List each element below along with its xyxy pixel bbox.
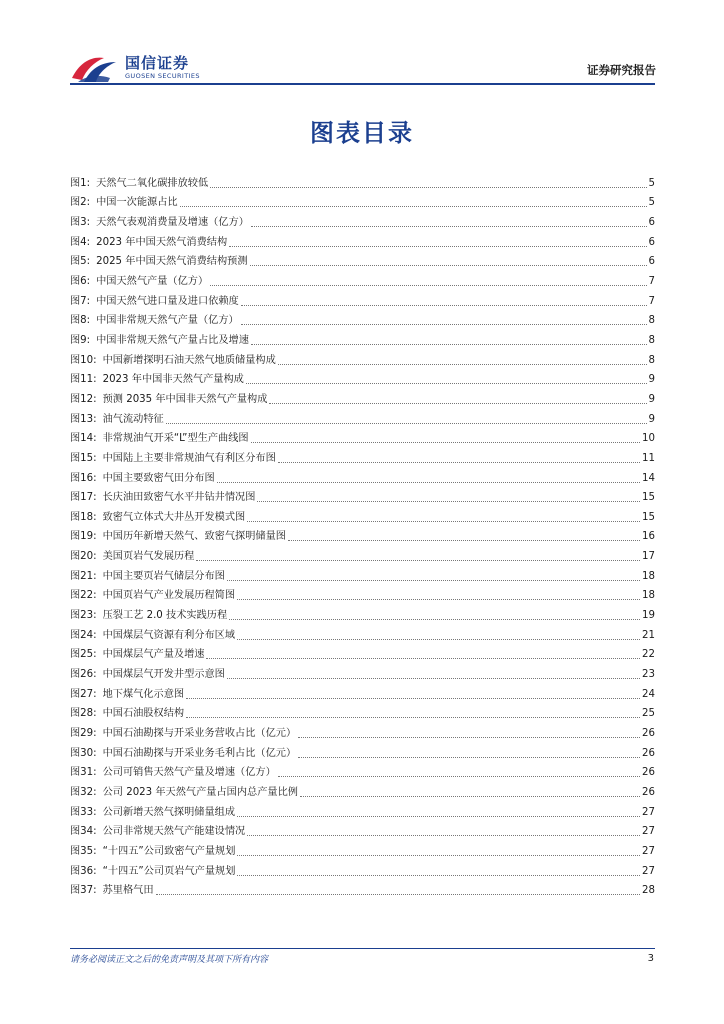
toc-entry[interactable] [70, 249, 655, 269]
toc-entry-label: 图18: [70, 511, 97, 523]
toc-entry[interactable] [70, 583, 655, 603]
toc-entry[interactable] [70, 563, 655, 583]
toc-entry-label: 图34: [70, 826, 97, 838]
toc-entry-label: 图21: [70, 570, 97, 582]
toc-entry[interactable] [70, 426, 655, 446]
toc-entry[interactable] [70, 229, 655, 249]
toc-leader-dots [300, 796, 640, 797]
toc-entry-label: 图22: [70, 590, 97, 602]
guosen-logo-mark-icon [70, 52, 120, 84]
toc-entry-page: 21 [642, 629, 655, 641]
toc-entry-page: 7 [648, 275, 655, 287]
toc-entry-title: 中国陆上主要非常规油气有利区分布图 [102, 452, 276, 464]
toc-entry[interactable] [70, 661, 655, 681]
toc-entry-page: 7 [648, 295, 655, 307]
toc-entry-label: 图9: [70, 334, 91, 346]
toc-entry-title: 天然气表观消费量及增速（亿方） [96, 216, 249, 228]
toc-entry-label: 图12: [70, 393, 97, 405]
table-of-figures [70, 170, 655, 897]
toc-entry-title: 天然气二氧化碳排放较低 [96, 177, 209, 189]
toc-entry-page: 25 [642, 708, 655, 720]
guosen-logo [70, 52, 230, 86]
toc-entry-page: 5 [648, 177, 655, 189]
toc-entry-label: 图16: [70, 472, 97, 484]
toc-leader-dots [156, 894, 641, 895]
toc-leader-dots [298, 737, 640, 738]
toc-entry-title: 2025 年中国天然气消费结构预测 [96, 256, 248, 268]
toc-entry-page: 9 [648, 413, 655, 425]
toc-leader-dots [227, 678, 640, 679]
toc-entry-title: 中国天然气产量（亿方） [96, 275, 209, 287]
toc-entry-page: 15 [642, 511, 655, 523]
toc-leader-dots [250, 265, 647, 266]
toc-entry-title: 苏里格气田 [102, 885, 154, 897]
toc-entry-title: 中国主要页岩气储层分布图 [102, 570, 225, 582]
toc-entry-title: 预测 2035 年中国非天然气产量构成 [102, 393, 268, 405]
toc-entry-title: 中国煤层气产量及增速 [102, 649, 205, 661]
toc-leader-dots [251, 226, 647, 227]
toc-entry-label: 图5: [70, 256, 91, 268]
toc-entry[interactable] [70, 347, 655, 367]
toc-entry[interactable] [70, 327, 655, 347]
toc-leader-dots [251, 442, 640, 443]
toc-entry-title: 中国页岩气产业发展历程简图 [102, 590, 236, 602]
toc-entry[interactable] [70, 838, 655, 858]
toc-leader-dots [237, 599, 640, 600]
toc-entry-title: 中国天然气进口量及进口依赖度 [96, 295, 239, 307]
toc-entry-page: 27 [642, 806, 655, 818]
toc-entry-page: 18 [642, 590, 655, 602]
toc-entry-label: 图1: [70, 177, 91, 189]
toc-leader-dots [166, 423, 647, 424]
toc-entry[interactable] [70, 445, 655, 465]
toc-entry[interactable] [70, 170, 655, 190]
toc-entry-label: 图32: [70, 787, 97, 798]
toc-leader-dots [247, 835, 640, 836]
toc-entry[interactable] [70, 308, 655, 328]
toc-entry-label: 图6: [70, 275, 91, 287]
toc-entry[interactable] [70, 642, 655, 662]
toc-entry-label: 图14: [70, 433, 97, 445]
report-type-label: 证券研究报告 [587, 63, 656, 77]
toc-entry-label: 图26: [70, 669, 97, 681]
toc-leader-dots [229, 246, 646, 247]
toc-entry-label: 图35: [70, 845, 97, 857]
toc-entry-page: 16 [642, 531, 655, 543]
toc-entry-page: 14 [642, 472, 655, 484]
toc-entry-page: 6 [648, 216, 655, 228]
toc-entry-title: “十四五”公司页岩气产量规划 [102, 865, 236, 877]
toc-entry-label: 图27: [70, 688, 97, 700]
toc-entry[interactable] [70, 367, 655, 387]
toc-entry[interactable] [70, 268, 655, 288]
toc-entry-label: 图11: [70, 374, 97, 386]
logo-chinese-text: 国信证券 [125, 54, 190, 72]
toc-leader-dots [237, 855, 640, 856]
toc-entry-label: 图29: [70, 728, 97, 740]
toc-entry-page: 15 [642, 492, 655, 504]
toc-entry-label: 图8: [70, 315, 91, 327]
toc-entry-label: 图10: [70, 354, 97, 366]
toc-entry[interactable] [70, 858, 655, 878]
toc-entry-page: 6 [648, 256, 655, 268]
toc-entry-title: 中国新增探明石油天然气地质储量构成 [102, 354, 276, 366]
toc-entry-label: 图36: [70, 865, 97, 877]
toc-leader-dots [217, 482, 640, 483]
toc-entry-page: 8 [648, 315, 655, 327]
toc-leader-dots [288, 540, 640, 541]
toc-leader-dots [241, 324, 647, 325]
toc-entry-title: 中国主要致密气田分布图 [102, 472, 215, 484]
toc-leader-dots [237, 875, 640, 876]
page-header [0, 0, 724, 85]
toc-leader-dots [210, 187, 646, 188]
toc-entry[interactable] [70, 622, 655, 642]
toc-entry-title: 公司新增天然气探明储量组成 [102, 806, 236, 818]
toc-entry-title: 中国历年新增天然气、致密气探明储量图 [102, 531, 286, 543]
toc-entry-label: 图31: [70, 767, 97, 779]
toc-entry[interactable] [70, 681, 655, 701]
toc-entry-title: 中国煤层气资源有利分布区域 [102, 629, 236, 641]
toc-entry-page: 5 [648, 197, 655, 209]
toc-entry[interactable] [70, 740, 655, 760]
toc-entry-title: 公司 2023 年天然气产量占国内总产量比例 [102, 787, 298, 798]
footer-disclaimer: 请务必阅读正文之后的免责声明及其项下所有内容 [70, 955, 269, 965]
toc-leader-dots [229, 619, 640, 620]
toc-entry[interactable] [70, 799, 655, 819]
toc-entry-page: 10 [642, 433, 655, 445]
toc-leader-dots [227, 580, 640, 581]
toc-entry-label: 图25: [70, 649, 97, 661]
toc-leader-dots [210, 285, 646, 286]
toc-entry-label: 图2: [70, 197, 91, 209]
page-number: 3 [647, 953, 654, 964]
toc-leader-dots [278, 364, 647, 365]
toc-entry-title: 压裂工艺 2.0 技术实践历程 [102, 610, 228, 622]
toc-entry-title: 中国石油股权结构 [102, 708, 185, 720]
toc-entry-title: 中国一次能源占比 [96, 197, 178, 209]
toc-leader-dots [241, 305, 647, 306]
toc-entry[interactable] [70, 760, 655, 780]
toc-entry-page: 27 [642, 826, 655, 838]
toc-entry-title: 油气流动特征 [102, 413, 164, 425]
toc-leader-dots [251, 344, 647, 345]
toc-entry-label: 图30: [70, 747, 97, 759]
toc-entry-title: 中国石油勘探与开采业务营收占比（亿元） [102, 728, 297, 740]
toc-entry[interactable] [70, 209, 655, 229]
toc-entry-page: 8 [648, 354, 655, 366]
page-title: 图表目录 [310, 119, 414, 147]
toc-entry-page: 18 [642, 570, 655, 582]
toc-entry[interactable] [70, 779, 655, 799]
toc-entry-title: 非常规油气开采“L”型生产曲线图 [102, 433, 249, 445]
toc-entry-page: 9 [648, 374, 655, 386]
toc-leader-dots [247, 521, 640, 522]
toc-entry-label: 图17: [70, 492, 97, 504]
toc-entry-page: 26 [642, 747, 655, 759]
toc-entry[interactable] [70, 190, 655, 210]
toc-leader-dots [196, 560, 640, 561]
toc-entry-label: 图37: [70, 885, 97, 897]
logo-english-text: GUOSEN SECURITIES [125, 72, 200, 80]
toc-leader-dots [237, 639, 640, 640]
toc-entry[interactable] [70, 465, 655, 485]
toc-entry-label: 图20: [70, 551, 97, 563]
toc-entry-page: 6 [648, 236, 655, 248]
toc-entry-label: 图28: [70, 708, 97, 720]
toc-leader-dots [206, 658, 640, 659]
toc-entry[interactable] [70, 406, 655, 426]
toc-entry-page: 23 [642, 669, 655, 681]
toc-entry[interactable] [70, 485, 655, 505]
toc-entry-title: 美国页岩气发展历程 [102, 551, 195, 563]
toc-entry-label: 图24: [70, 629, 97, 641]
toc-entry-page: 27 [642, 865, 655, 877]
toc-entry-title: 中国非常规天然气产量（亿方） [96, 315, 239, 327]
toc-entry-label: 图23: [70, 610, 97, 622]
toc-entry-title: 地下煤气化示意图 [102, 688, 185, 700]
toc-entry-page: 24 [642, 688, 655, 700]
toc-entry-label: 图33: [70, 806, 97, 818]
toc-leader-dots [186, 698, 640, 699]
toc-entry[interactable] [70, 543, 655, 563]
toc-leader-dots [246, 383, 647, 384]
toc-entry-page: 9 [648, 393, 655, 405]
toc-entry-page: 26 [642, 787, 655, 798]
toc-leader-dots [278, 776, 640, 777]
toc-entry-title: 公司非常规天然气产能建设情况 [102, 826, 246, 838]
toc-entry-page: 11 [642, 452, 655, 464]
toc-entry-page: 17 [642, 551, 655, 563]
toc-entry[interactable] [70, 386, 655, 406]
toc-entry[interactable] [70, 878, 655, 898]
toc-entry[interactable] [70, 504, 655, 524]
toc-entry[interactable] [70, 701, 655, 721]
toc-entry-label: 图3: [70, 216, 91, 228]
toc-entry-page: 22 [642, 649, 655, 661]
toc-entry-title: 长庆油田致密气水平井钻井情况图 [102, 492, 256, 504]
toc-entry-title: 2023 年中国非天然气产量构成 [102, 374, 244, 386]
toc-entry-title: 2023 年中国天然气消费结构 [96, 236, 228, 248]
toc-entry[interactable] [70, 524, 655, 544]
toc-entry-title: 致密气立体式大井丛开发模式图 [102, 511, 246, 523]
toc-entry-label: 图15: [70, 452, 97, 464]
toc-leader-dots [269, 403, 646, 404]
toc-entry-page: 19 [642, 610, 655, 622]
toc-entry-page: 8 [648, 334, 655, 346]
toc-entry-label: 图7: [70, 295, 91, 307]
toc-entry-page: 26 [642, 728, 655, 740]
toc-leader-dots [298, 757, 640, 758]
toc-entry-title: 中国煤层气开发井型示意图 [102, 669, 225, 681]
toc-entry-title: 中国非常规天然气产量占比及增速 [96, 334, 249, 346]
toc-leader-dots [180, 206, 647, 207]
toc-leader-dots [278, 462, 640, 463]
toc-entry-title: 中国石油勘探与开采业务毛利占比（亿元） [102, 747, 297, 759]
toc-entry-page: 27 [642, 845, 655, 857]
toc-entry[interactable] [70, 720, 655, 740]
toc-entry-title: 公司可销售天然气产量及增速（亿方） [102, 767, 276, 779]
toc-leader-dots [257, 501, 640, 502]
toc-entry[interactable] [70, 288, 655, 308]
toc-entry-label: 图19: [70, 531, 97, 543]
footer-divider [70, 948, 655, 949]
toc-entry-label: 图4: [70, 236, 91, 248]
toc-entry-label: 图13: [70, 413, 97, 425]
toc-entry-title: “十四五”公司致密气产量规划 [102, 845, 236, 857]
toc-leader-dots [237, 816, 640, 817]
header-divider [70, 83, 655, 85]
toc-leader-dots [186, 717, 640, 718]
toc-entry-page: 26 [642, 767, 655, 779]
toc-entry[interactable] [70, 819, 655, 839]
toc-entry-page: 28 [642, 885, 655, 897]
toc-entry[interactable] [70, 602, 655, 622]
